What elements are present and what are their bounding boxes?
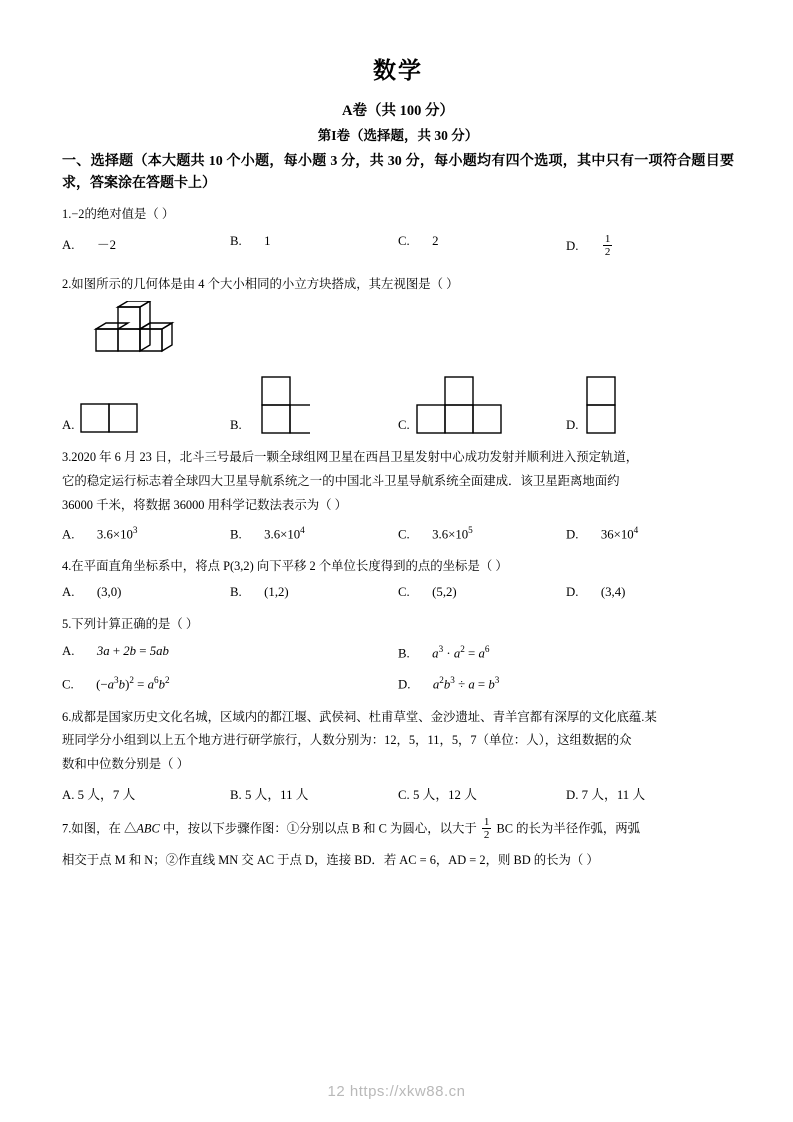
fraction-numerator: 1: [483, 815, 490, 828]
option-label: C.: [398, 526, 410, 541]
question-1-options: [62, 234, 734, 260]
question-7-stem-line-1: [62, 817, 734, 843]
paper-section-a-title: A卷（共 100 分）: [342, 103, 454, 119]
option-exponent: 4: [633, 524, 639, 535]
question-4-option-d[interactable]: [566, 585, 734, 600]
option-text: 5 人，11 人: [244, 787, 309, 802]
page-content: [62, 52, 734, 874]
option-text: (1,2): [264, 585, 289, 600]
option-label: D.: [566, 238, 579, 253]
question-6-option-c[interactable]: [398, 784, 566, 803]
question-4-stem: 4.在平面直角坐标系中，将点 P(3,2) 向下平移 2 个单位长度得到的点的坐标是（ ）: [62, 558, 508, 573]
question-6-option-a[interactable]: [62, 784, 230, 803]
option-label: D.: [566, 418, 579, 433]
question-2-option-b[interactable]: [230, 375, 398, 435]
question-7-stem-part-1: 7.如图，在: [62, 821, 121, 836]
question-4-option-b[interactable]: [230, 585, 398, 600]
question-5-option-c[interactable]: C. $(-a^3b)^2 = a^6b^2$: [62, 675, 170, 692]
page-title: 数学: [373, 58, 423, 83]
question-6-option-b[interactable]: [230, 784, 398, 803]
question-5-stem: 5.下列计算正确的是（ ）: [62, 617, 199, 632]
question-4-option-a[interactable]: [62, 585, 230, 600]
option-label: A.: [62, 418, 75, 433]
question-3-options: [62, 525, 734, 542]
option-label: D.: [566, 526, 579, 541]
question-7-stem-part-2: 中，按以下步骤作图：①分别以点 B 和 C 为圆心，以大于: [159, 821, 477, 836]
shape-l-icon: [248, 375, 310, 435]
option-text: (3,4): [600, 585, 626, 600]
question-3-stem-line-2: 它的稳定运行标志着全球四大卫星导航系统之一的中国北斗卫星导航系统全面建成．该卫星距离地面约: [62, 474, 620, 489]
fraction-one-half: [603, 233, 613, 259]
shape-two-vertical-icon: [584, 375, 624, 435]
question-2-stem: 2.如图所示的几何体是由 4 个大小相同的小立方块搭成，其左视图是（ ）: [62, 276, 459, 291]
option-text: 1: [264, 234, 271, 249]
question-5-option-a[interactable]: A. 3a + 2b = 5ab: [62, 644, 169, 659]
question-6-stem-line-3: 数和中位数分别是（ ）: [62, 757, 190, 772]
option-label: A.: [62, 526, 75, 541]
question-2-option-c[interactable]: [398, 375, 566, 435]
option-exponent: 4: [300, 524, 305, 535]
shape-t-icon: [416, 375, 506, 435]
question-5-options-row-1: [62, 644, 734, 661]
question-3-stem-line-3: 36000 千米，将数据 36000 用科学记数法表示为（ ）: [62, 497, 347, 512]
option-text: 3.6×10: [432, 526, 469, 541]
option-text: －2: [96, 238, 117, 253]
option-label: C.: [398, 234, 410, 249]
option-label: D.: [398, 677, 411, 692]
triangle-icon: △: [123, 821, 137, 836]
question-1-option-d[interactable]: [566, 234, 734, 260]
question-7-stem-line-2: 相交于点 M 和 N；②作直线 MN 交 AC 于点 D，连接 BD．若 AC = 6，AD = 2，则 BD 的长为（ ）: [62, 853, 599, 868]
option-text: 5 人，7 人: [77, 787, 136, 802]
fraction-denominator: 2: [483, 829, 490, 842]
option-label: C.: [62, 677, 74, 692]
question-2-option-d[interactable]: [566, 375, 734, 435]
option-label: D.: [566, 585, 579, 600]
question-1-option-c[interactable]: [398, 234, 566, 260]
question-3-stem-line-1: 3.2020 年 6 月 23 日，北斗三号最后一颗全球组网卫星在西昌卫星发射中心成功发射并顺利进入预定轨道，: [62, 450, 639, 465]
question-1-option-a[interactable]: [62, 234, 230, 260]
option-text: 3.6×10: [264, 526, 301, 541]
question-5-options-row-2: [62, 675, 734, 692]
option-text: (5,2): [432, 585, 457, 600]
question-2-solid-figure: [74, 301, 734, 367]
question-3-option-c[interactable]: [398, 525, 566, 542]
option-exponent: 5: [468, 524, 473, 535]
question-1-option-b[interactable]: [230, 234, 398, 260]
option-text: 7 人，11 人: [581, 787, 646, 802]
option-label: D.: [566, 787, 579, 802]
question-4-option-c[interactable]: [398, 585, 566, 600]
option-label: B.: [398, 646, 410, 661]
question-7-triangle-label: ABC: [136, 821, 160, 836]
question-3-option-b[interactable]: [230, 525, 398, 542]
option-text: 3.6×10: [96, 526, 133, 541]
fraction-one-half: [482, 816, 492, 842]
question-1-stem: 1.−2的绝对值是（ ）: [62, 207, 175, 222]
cube-stack-icon: [74, 301, 234, 371]
option-label: A.: [62, 238, 75, 253]
question-5-option-d[interactable]: D. $a^2b^3 \div a = b^3$: [398, 675, 500, 692]
section-heading-multiple-choice: 一、选择题（本大题共 10 个小题，每小题 3 分，共 30 分，每小题均有四个选项，其中只有一项符合题目要求，答案涂在答题卡上）: [62, 154, 734, 191]
option-text: 5 人，12 人: [412, 787, 477, 802]
option-label: C.: [398, 418, 410, 433]
option-label: B.: [230, 585, 242, 600]
option-label: A.: [62, 644, 75, 659]
question-6-stem-line-1: 6.成都是国家历史文化名城，区域内的都江堰、武侯祠、杜甫草堂、金沙遗址、青羊宫都有深厚的文化底蕴.某: [62, 709, 657, 724]
question-3-option-a[interactable]: [62, 525, 230, 542]
question-4-options: [62, 585, 734, 600]
question-5-option-b[interactable]: B. $a^3 \cdot a^2 = a^6$: [398, 644, 490, 661]
option-exponent: 3: [132, 524, 138, 535]
paper-volume-1-title: 第I卷（选择题，共 30 分）: [317, 128, 479, 143]
option-label: B.: [230, 234, 242, 249]
shape-two-horizontal-icon: [80, 401, 142, 435]
question-6-stem-line-2: 班同学分小组到以上五个地方进行研学旅行，人数分别为：12，5，11，5，7（单位：人），这组数据的众: [62, 733, 632, 748]
question-3-option-d[interactable]: [566, 525, 734, 542]
option-label: A.: [62, 585, 75, 600]
question-6-option-d[interactable]: [566, 784, 734, 803]
watermark: 12 https://xkw88.cn: [327, 1083, 466, 1100]
option-label: B.: [230, 418, 242, 433]
option-label: B.: [230, 787, 242, 802]
question-2-option-a[interactable]: [62, 401, 230, 435]
question-6-options: [62, 784, 734, 803]
option-label: A.: [62, 787, 75, 802]
question-2-options: [62, 373, 734, 435]
option-text: 2: [432, 234, 439, 249]
fraction-denominator: 2: [604, 246, 611, 259]
question-7-stem-part-3: BC 的长为半径作弧，两弧: [496, 821, 641, 836]
option-label: C.: [398, 787, 410, 802]
option-label: C.: [398, 585, 410, 600]
option-text: 36×10: [600, 526, 634, 541]
fraction-numerator: 1: [604, 233, 611, 246]
option-label: B.: [230, 526, 242, 541]
option-text: (3,0): [96, 585, 122, 600]
